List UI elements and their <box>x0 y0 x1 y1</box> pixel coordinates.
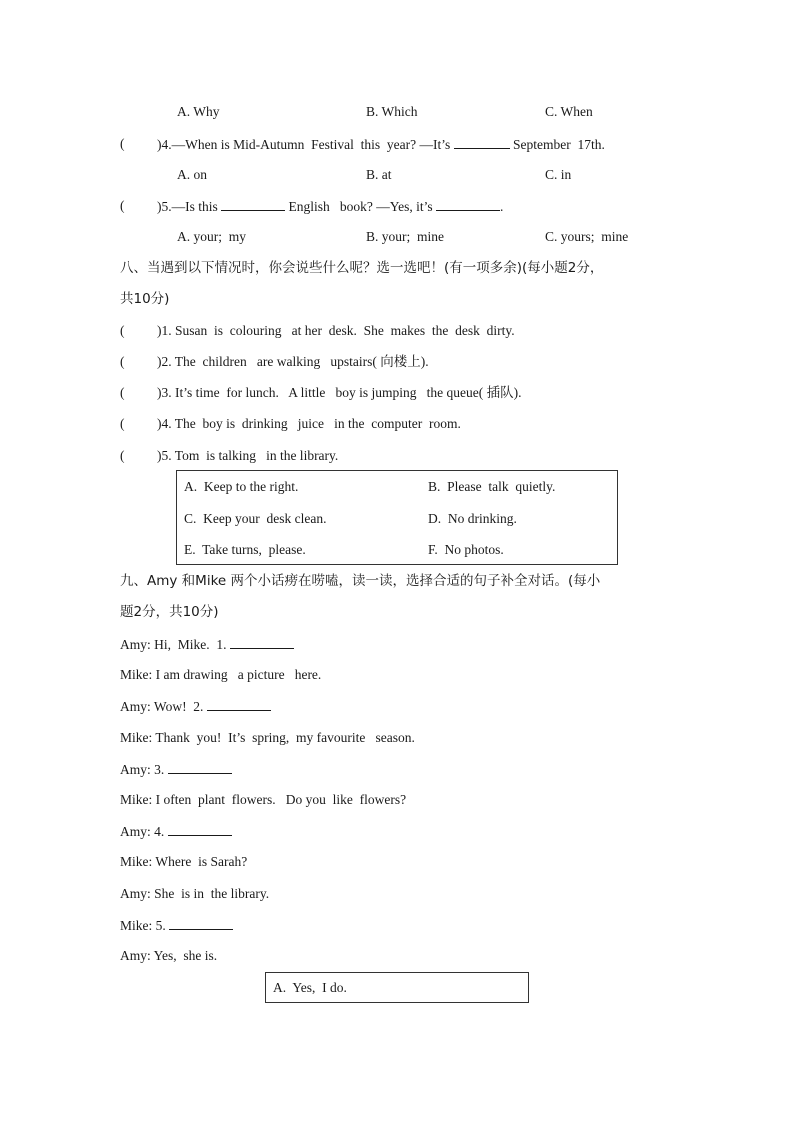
dialogue-speaker: Amy: <box>120 886 151 901</box>
dialogue-text: Hi, Mike. 1. <box>154 637 230 652</box>
dialogue-line-1 <box>120 635 294 654</box>
s8-item3 <box>157 384 521 402</box>
q3-option-a: A. Why <box>177 104 220 119</box>
dialogue-line-6 <box>120 791 406 809</box>
dialogue-text: Thank you! It’s spring, my favourite season. <box>155 730 415 745</box>
s8-item1-text: Susan is colouring at her desk. She makes the desk dirty. <box>175 323 515 338</box>
q5-blank-2[interactable] <box>436 197 500 211</box>
section8-heading-line1: 八、当遇到以下情况时，你会说些什么呢？选一选吧！(有一项多余)(每小题2分， <box>120 260 604 276</box>
q4-text-after: September 17th. <box>509 137 605 152</box>
dialogue-speaker: Amy: <box>120 948 151 963</box>
q5-option-a: A. your; my <box>177 229 246 244</box>
dialogue-line-10 <box>120 916 233 935</box>
s8-choice-e: E. Take turns, please. <box>184 542 306 557</box>
dialogue-blank-4[interactable] <box>168 822 232 836</box>
dialogue-text: I am drawing a picture here. <box>155 667 322 682</box>
section9-heading-line2: 题2分，共10分) <box>120 604 219 620</box>
q4-option-a: A. on <box>177 167 207 182</box>
dialogue-speaker: Mike: <box>120 918 153 933</box>
dialogue-line-9 <box>120 885 269 903</box>
dialogue-line-5 <box>120 760 232 779</box>
dialogue-line-3 <box>120 697 271 716</box>
s8-item2-text: The children are walking upstairs( 向楼上). <box>174 354 429 369</box>
q5-option-b: B. your; mine <box>366 229 444 244</box>
dialogue-speaker: Amy: <box>120 762 151 777</box>
s8-item2-num: )2. <box>157 354 172 369</box>
s8-choice-d: D. No drinking. <box>428 511 517 526</box>
section9-heading-line1: 九、Amy 和Mike 两个小话痨在唠嗑，读一读，选择合适的句子补全对话。(每小 <box>120 573 601 589</box>
dialogue-speaker: Mike: <box>120 854 153 869</box>
q4-option-c: C. in <box>545 167 572 182</box>
dialogue-text: I often plant flowers. Do you like flowers? <box>155 792 407 807</box>
q4-text-before: —When is Mid-Autumn Festival this year? —It’s <box>171 137 454 152</box>
s8-item5-paren: ( <box>120 448 125 463</box>
s8-item4-paren: ( <box>120 416 125 431</box>
dialogue-speaker: Mike: <box>120 792 153 807</box>
q5-question <box>157 197 503 216</box>
s8-item1-num: )1. <box>157 323 172 338</box>
dialogue-blank-3[interactable] <box>168 760 232 774</box>
s8-item5 <box>157 447 338 465</box>
s8-item5-num: )5. <box>157 448 172 463</box>
q3-option-b: B. Which <box>366 104 418 119</box>
s8-item4-text: The boy is drinking juice in the computer room. <box>174 416 461 431</box>
q4-number: )4. <box>157 137 172 152</box>
s8-item5-text: Tom is talking in the library. <box>174 448 339 463</box>
dialogue-text: Yes, she is. <box>153 948 218 963</box>
dialogue-line-2 <box>120 666 321 684</box>
s8-item1 <box>157 322 515 340</box>
q4-paren-open: ( <box>120 136 125 151</box>
dialogue-line-7 <box>120 822 232 841</box>
q5-blank-1[interactable] <box>221 197 285 211</box>
dialogue-text: 4. <box>154 824 168 839</box>
s8-item2-paren: ( <box>120 354 125 369</box>
s8-item1-paren: ( <box>120 323 125 338</box>
s8-choice-f: F. No photos. <box>428 542 504 557</box>
q5-option-c: C. yours; mine <box>545 229 629 244</box>
q5-paren-open: ( <box>120 198 125 213</box>
s8-choice-a: A. Keep to the right. <box>184 479 299 494</box>
dialogue-blank-2[interactable] <box>207 697 271 711</box>
dialogue-speaker: Amy: <box>120 699 151 714</box>
s8-choice-c: C. Keep your desk clean. <box>184 511 327 526</box>
s8-item3-paren: ( <box>120 385 125 400</box>
q5-text-after: . <box>500 199 504 214</box>
dialogue-text: Where is Sarah? <box>155 854 248 869</box>
q5-text-before: —Is this <box>171 199 222 214</box>
s8-choice-b: B. Please talk quietly. <box>428 479 556 494</box>
dialogue-speaker: Amy: <box>120 637 151 652</box>
dialogue-line-4 <box>120 729 415 747</box>
s8-item2 <box>157 353 429 371</box>
s8-item3-text: It’s time for lunch. A little boy is jumping the queue( 插队). <box>175 385 522 400</box>
s8-item3-num: )3. <box>157 385 172 400</box>
q5-number: )5. <box>157 199 172 214</box>
s8-item4-num: )4. <box>157 416 172 431</box>
q3-option-c: C. When <box>545 104 593 119</box>
s9-choice-a: A. Yes, I do. <box>273 980 347 995</box>
dialogue-text: She is in the library. <box>154 886 270 901</box>
dialogue-blank-1[interactable] <box>230 635 294 649</box>
s8-item4 <box>157 415 461 433</box>
dialogue-line-11 <box>120 947 217 965</box>
dialogue-speaker: Amy: <box>120 824 151 839</box>
q4-question <box>157 135 605 154</box>
dialogue-text: 5. <box>155 918 170 933</box>
section8-heading-line2: 共10分) <box>120 291 170 307</box>
dialogue-text: Wow! 2. <box>153 699 207 714</box>
dialogue-line-8 <box>120 853 247 871</box>
dialogue-text: 3. <box>154 762 168 777</box>
dialogue-speaker: Mike: <box>120 667 153 682</box>
q5-text-mid: English book? —Yes, it’s <box>285 199 437 214</box>
q4-blank[interactable] <box>454 135 510 149</box>
q4-option-b: B. at <box>366 167 392 182</box>
dialogue-blank-5[interactable] <box>169 916 233 930</box>
dialogue-speaker: Mike: <box>120 730 153 745</box>
